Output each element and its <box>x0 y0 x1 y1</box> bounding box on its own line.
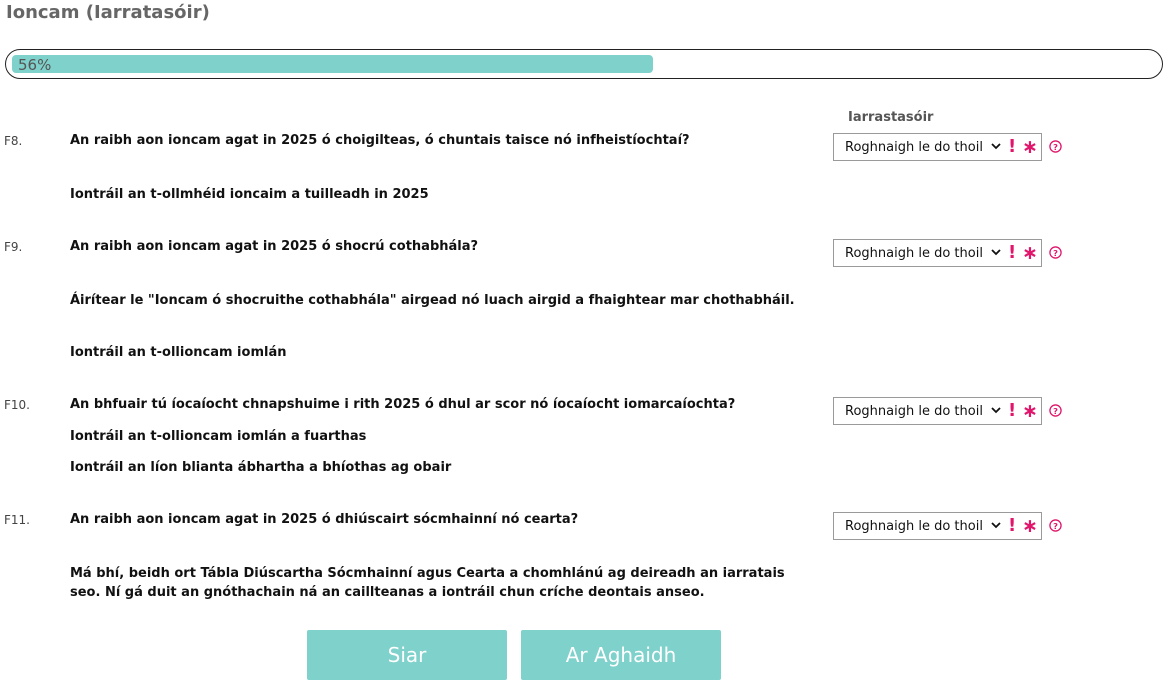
page-title: Ioncam (Iarratasóir) <box>6 2 210 23</box>
chevron-down-icon <box>991 521 1001 529</box>
help-icon[interactable] <box>1049 519 1062 532</box>
progress-fill <box>12 55 653 73</box>
required-icon: ∗ <box>1022 242 1038 264</box>
warning-icon: ! <box>1008 515 1017 536</box>
question-number: F9. <box>4 240 23 254</box>
svg-text:?: ? <box>1053 247 1058 258</box>
question-note: Iontráil an t-ollioncam iomlán a fuarthas <box>70 429 367 444</box>
chevron-down-icon <box>991 142 1001 150</box>
back-button[interactable]: Siar <box>307 630 507 680</box>
warning-icon: ! <box>1008 136 1017 157</box>
answer-select[interactable] <box>833 133 1042 161</box>
question-number: F11. <box>4 513 30 527</box>
chevron-down-icon <box>991 406 1001 414</box>
answer-select[interactable] <box>833 512 1042 540</box>
svg-text:?: ? <box>1053 520 1058 531</box>
question-text: An raibh aon ioncam agat in 2025 ó dhiúscairt sócmhainní nó cearta? <box>70 512 579 527</box>
question-number: F10. <box>4 398 30 412</box>
svg-text:?: ? <box>1053 405 1058 416</box>
next-button[interactable]: Ar Aghaidh <box>521 630 721 680</box>
chevron-down-icon <box>991 248 1001 256</box>
select-value: Roghnaigh le do thoil <box>845 519 983 534</box>
question-text: An raibh aon ioncam agat in 2025 ó choigilteas, ó chuntais taisce nó infheistíochtaí? <box>70 133 690 148</box>
question-text: An raibh aon ioncam agat in 2025 ó shocrú cothabhála? <box>70 239 479 254</box>
svg-text:?: ? <box>1053 141 1058 152</box>
question-note: Má bhí, beidh ort Tábla Diúscartha Sócmhainní agus Cearta a chomhlánú ag deireadh an iarratais <box>70 566 785 581</box>
progress-label: 56% <box>18 56 52 74</box>
help-icon[interactable] <box>1049 140 1062 153</box>
column-header: Iarrastasóir <box>848 110 934 125</box>
answer-select[interactable] <box>833 397 1042 425</box>
select-value: Roghnaigh le do thoil <box>845 140 983 155</box>
question-number: F8. <box>4 134 23 148</box>
warning-icon: ! <box>1008 400 1017 421</box>
select-value: Roghnaigh le do thoil <box>845 246 983 261</box>
warning-icon: ! <box>1008 242 1017 263</box>
help-icon[interactable] <box>1049 246 1062 259</box>
question-note: Iontráil an líon blianta ábhartha a bhíothas ag obair <box>70 460 452 475</box>
help-icon[interactable] <box>1049 404 1062 417</box>
question-note: Áirítear le "Ioncam ó shocruithe cothabhála" airgead nó luach airgid a fhaightear mar chothabháil. <box>70 293 795 308</box>
answer-select[interactable] <box>833 239 1042 267</box>
select-value: Roghnaigh le do thoil <box>845 404 983 419</box>
required-icon: ∗ <box>1022 515 1038 537</box>
required-icon: ∗ <box>1022 136 1038 158</box>
progress-bar <box>5 49 1163 79</box>
question-note: Iontráil an t-ollmhéid ioncaim a tuilleadh in 2025 <box>70 187 429 202</box>
question-note: Iontráil an t-ollioncam iomlán <box>70 345 287 360</box>
question-text: An bhfuair tú íocaíocht chnapshuime i rith 2025 ó dhul ar scor nó íocaíocht iomarcaíochta? <box>70 397 736 412</box>
required-icon: ∗ <box>1022 400 1038 422</box>
question-note: seo. Ní gá duit an gnóthachain ná an caillteanas a iontráil chun críche deontais anseo. <box>70 585 705 600</box>
